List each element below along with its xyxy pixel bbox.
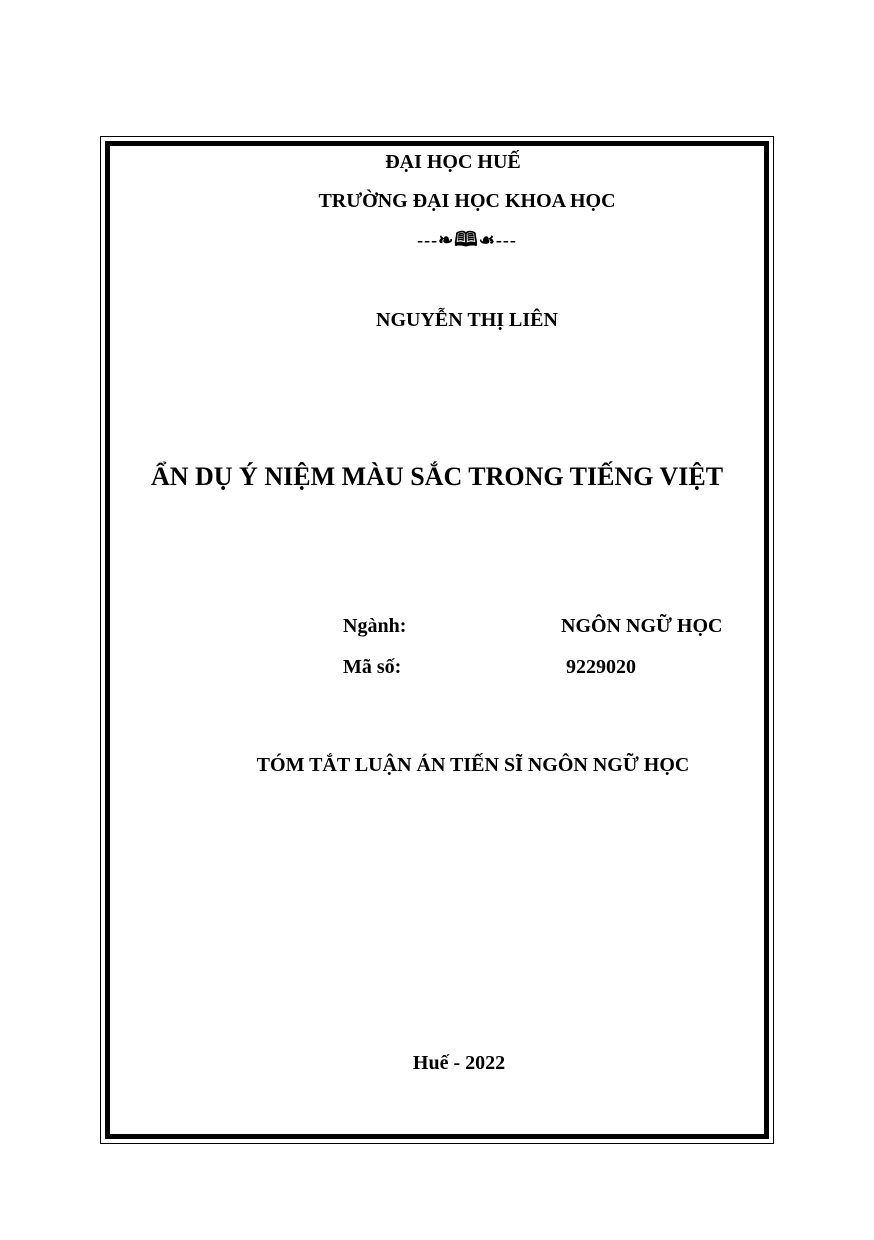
code-value: 9229020 bbox=[566, 656, 636, 678]
summary-heading: TÓM TẮT LUẬN ÁN TIẾN SĨ NGÔN NGỮ HỌC bbox=[256, 754, 690, 776]
ornament-divider bbox=[30, 230, 874, 250]
school-name: TRƯỜNG ĐẠI HỌC KHOA HỌC bbox=[318, 190, 616, 212]
place-year: Huế - 2022 bbox=[412, 1052, 506, 1074]
cover-border-inner bbox=[105, 141, 769, 1139]
major-value: NGÔN NGỮ HỌC bbox=[561, 615, 723, 637]
ornament-dashes-left: --- bbox=[417, 230, 439, 250]
book-ornament-icon: 🕮 bbox=[454, 229, 479, 251]
thesis-title: ẨN DỤ Ý NIỆM MÀU SẮC TRONG TIẾNG VIỆT bbox=[150, 462, 724, 491]
university-name: ĐẠI HỌC HUẾ bbox=[385, 151, 521, 173]
author-name: NGUYỄN THỊ LIÊN bbox=[376, 309, 558, 331]
ornament-dashes-right: --- bbox=[495, 230, 517, 250]
major-label: Ngành: bbox=[343, 615, 407, 637]
code-label: Mã số: bbox=[343, 656, 402, 678]
ornament-swirl-right-icon: ☙ bbox=[478, 230, 496, 250]
ornament-swirl-left-icon: ❧ bbox=[438, 230, 455, 250]
